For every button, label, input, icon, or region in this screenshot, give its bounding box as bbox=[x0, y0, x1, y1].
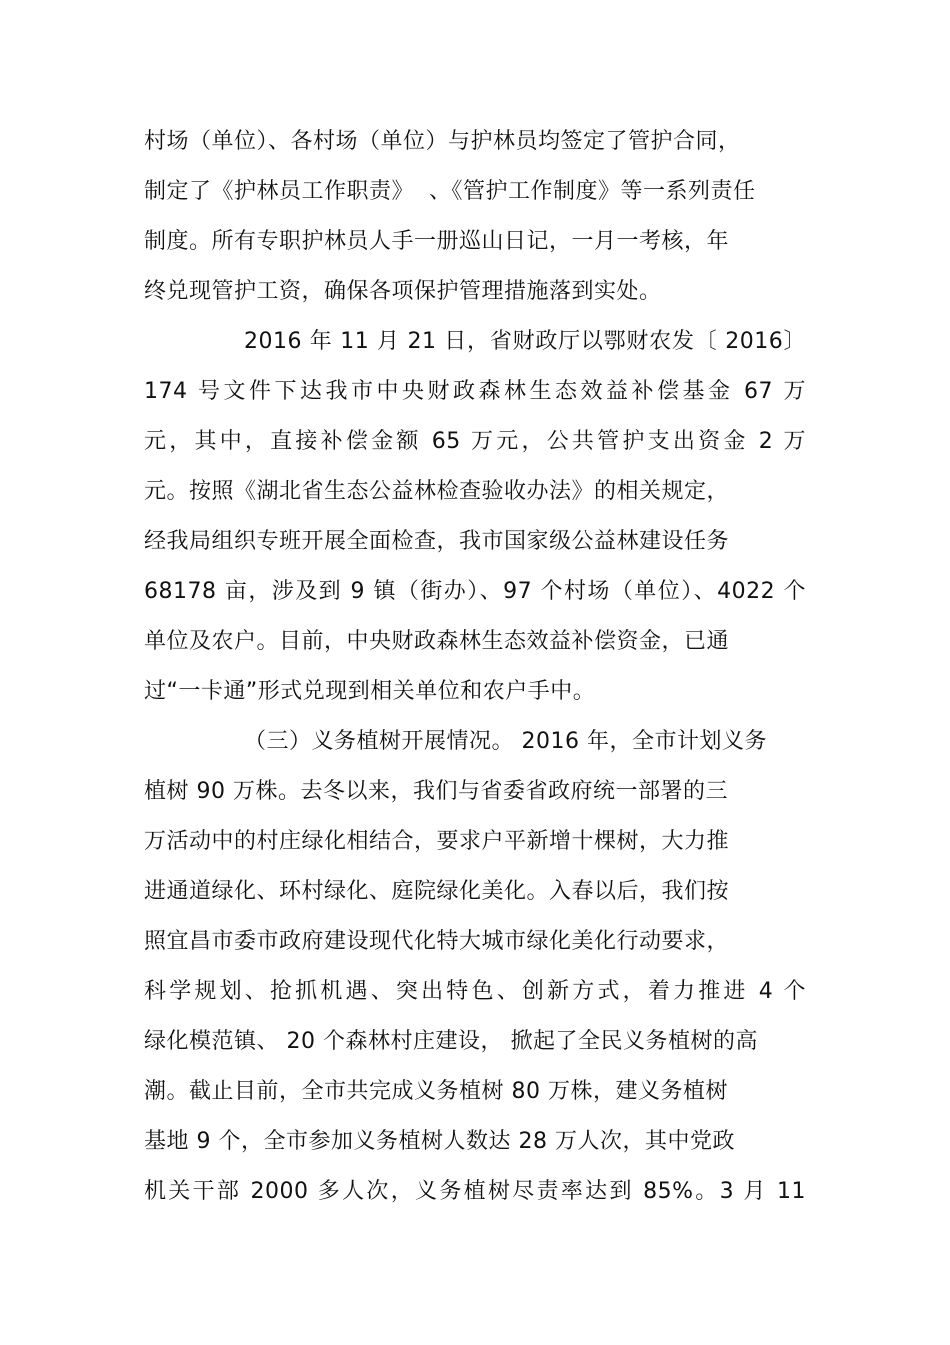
text-line-22: 机关干部 2000 多人次，义务植树尽责率达到 85%。3 月 11 bbox=[144, 1179, 806, 1204]
text-line-13: （三）义务植树开展情况。 2016 年，全市计划义务 bbox=[244, 729, 767, 754]
text-line-14: 植树 90 万株。去冬以来，我们与省委省政府统一部署的三 bbox=[144, 779, 728, 804]
text-line-6: 174 号文件下达我市中央财政森林生态效益补偿基金 67 万 bbox=[144, 379, 806, 404]
text-line-3: 制度。所有专职护林员人手一册巡山日记，一月一考核，年 bbox=[144, 229, 730, 254]
text-line-19: 绿化模范镇、 20 个森林村庄建设， 掀起了全民义务植树的高 bbox=[144, 1029, 758, 1054]
text-line-15: 万活动中的村庄绿化相结合，要求户平新增十棵树，大力推 bbox=[144, 829, 730, 854]
text-line-20: 潮。截止目前，全市共完成义务植树 80 万株，建义务植树 bbox=[144, 1079, 728, 1104]
text-line-1: 村场（单位）、各村场（单位）与护林员均签定了管护合同， bbox=[144, 129, 741, 154]
text-line-21: 基地 9 个，全市参加义务植树人数达 28 万人次，其中党政 bbox=[144, 1129, 735, 1154]
text-line-12: 过“一卡通”形式兑现到相关单位和农户手中。 bbox=[144, 679, 596, 704]
text-line-5: 2016 年 11 月 21 日，省财政厅以鄂财农发〔 2016〕 bbox=[244, 329, 806, 354]
text-line-2: 制定了《护林员工作职责》 、《管护工作制度》等一系列责任 bbox=[144, 179, 756, 204]
text-line-4: 终兑现管护工资，确保各项保护管理措施落到实处。 bbox=[144, 279, 662, 304]
text-line-16: 进通道绿化、环村绿化、庭院绿化美化。入春以后，我们按 bbox=[144, 879, 730, 904]
text-line-10: 68178 亩，涉及到 9 镇（街办）、97 个村场（单位）、4022 个 bbox=[144, 579, 806, 604]
text-line-17: 照宜昌市委市政府建设现代化特大城市绿化美化行动要求， bbox=[144, 929, 730, 954]
text-line-9: 经我局组织专班开展全面检查，我市国家级公益林建设任务 bbox=[144, 529, 730, 554]
text-line-18: 科学规划、抢抓机遇、突出特色、创新方式，着力推进 4 个 bbox=[144, 979, 806, 1004]
text-line-11: 单位及农户。目前，中央财政森林生态效益补偿资金，已通 bbox=[144, 629, 730, 654]
text-line-8: 元。按照《湖北省生态公益林检查验收办法》的相关规定， bbox=[144, 479, 730, 504]
text-line-7: 元，其中，直接补偿金额 65 万元，公共管护支出资金 2 万 bbox=[144, 429, 806, 454]
